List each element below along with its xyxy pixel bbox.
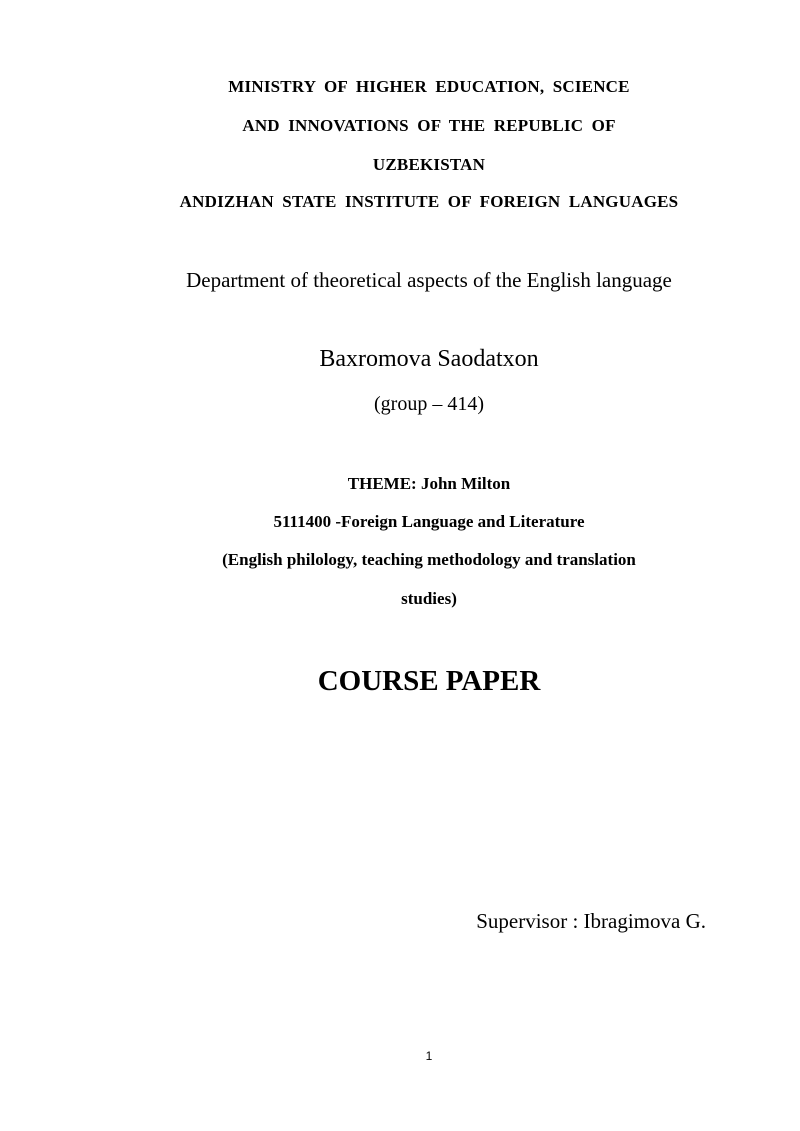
student-group: (group – 414) [374,393,484,415]
ministry-line-2: AND INNOVATIONS OF THE REPUBLIC OF [242,116,616,135]
ministry-line-3: UZBEKISTAN [372,155,486,174]
supervisor-name: Supervisor : Ibragimova G. [476,909,706,933]
document-type: COURSE PAPER [317,665,541,697]
specialty-code: 5111400 -Foreign Language and Literature [273,512,585,531]
department-name: Department of theoretical aspects of the English language [186,268,672,292]
specialty-details-line-2: studies) [401,589,457,608]
specialty-details-line-1: (English philology, teaching methodology and translation [222,550,636,569]
student-name: Baxromova Saodatxon [319,346,539,372]
ministry-line-1: MINISTRY OF HIGHER EDUCATION, SCIENCE [228,77,630,96]
institute-name: ANDIZHAN STATE INSTITUTE OF FOREIGN LANGUAGES [179,192,679,211]
theme-title: THEME: John Milton [347,474,511,493]
page-number: 1 [425,1049,433,1063]
